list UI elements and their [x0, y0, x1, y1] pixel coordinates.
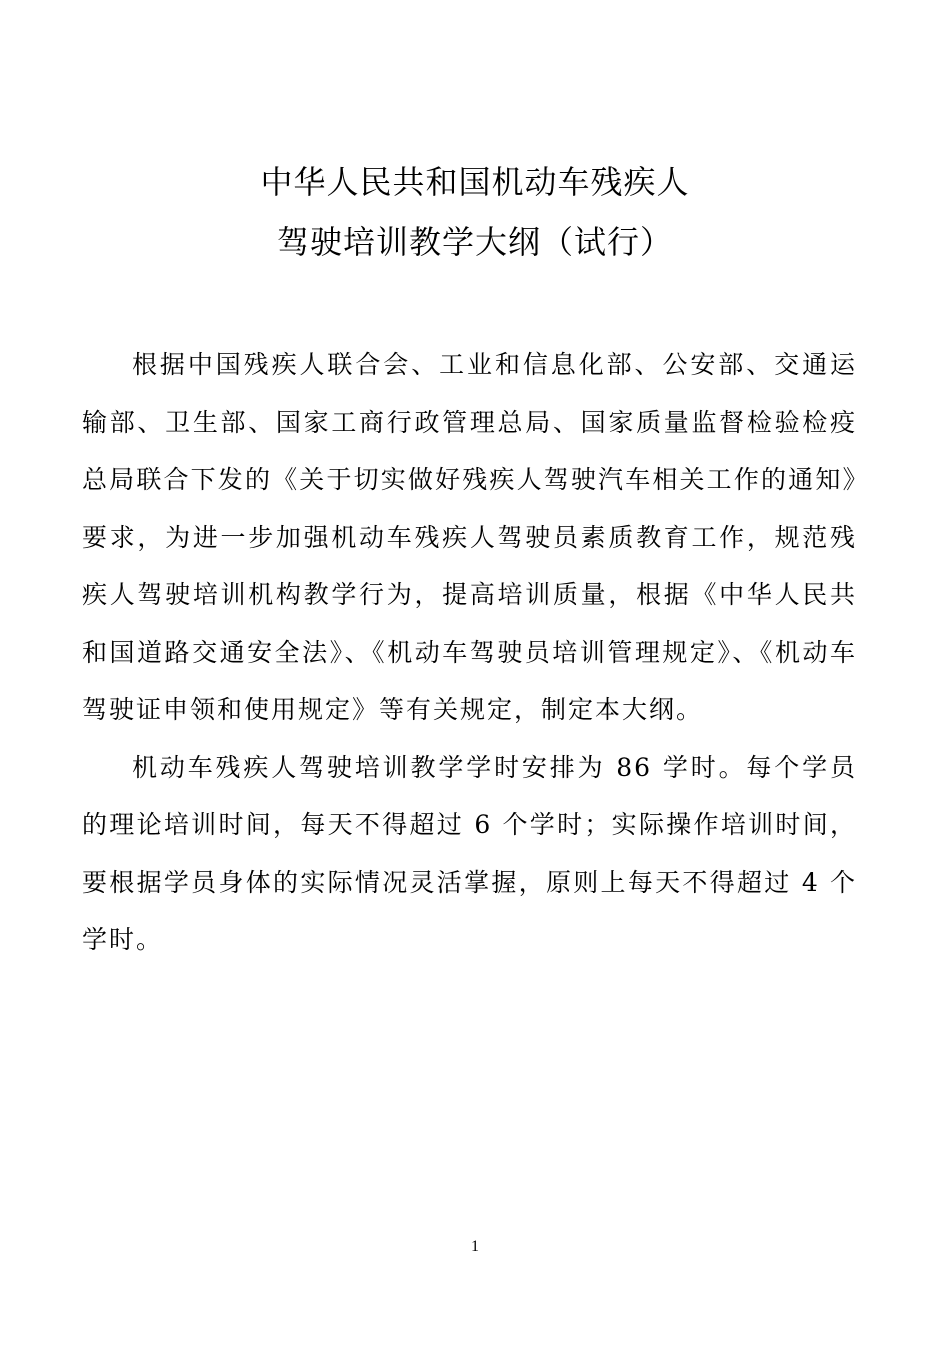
- document-body: [82, 336, 857, 969]
- document-title: [0, 152, 950, 272]
- title-line-1: 中华人民共和国机动车残疾人: [260, 163, 690, 201]
- paragraph-2: 机动车残疾人驾驶培训教学学时安排为 86 学时。每个学员的理论培训时间，每天不得超过 6 个学时；实际操作培训时间，要根据学员身体的实际情况灵活掌握，原则上每天不得超过 4 个学时。: [82, 752, 857, 954]
- page-number: 1: [471, 1238, 479, 1255]
- title-line-2: 驾驶培训教学大纲（试行）: [276, 223, 673, 261]
- paragraph-1: 根据中国残疾人联合会、工业和信息化部、公安部、交通运输部、卫生部、国家工商行政管理总局、国家质量监督检验检疫总局联合下发的《关于切实做好残疾人驾驶汽车相关工作的通知》要求，为进一步加强机动车残疾人驾驶员素质教育工作，规范残疾人驾驶培训机构教学行为，提高培训质量，根据《中华人民共和国道路交通安全法》、《机动车驾驶员培训管理规定》、《机动车驾驶证申领和使用规定》等有关规定，制定本大纲。: [82, 350, 857, 724]
